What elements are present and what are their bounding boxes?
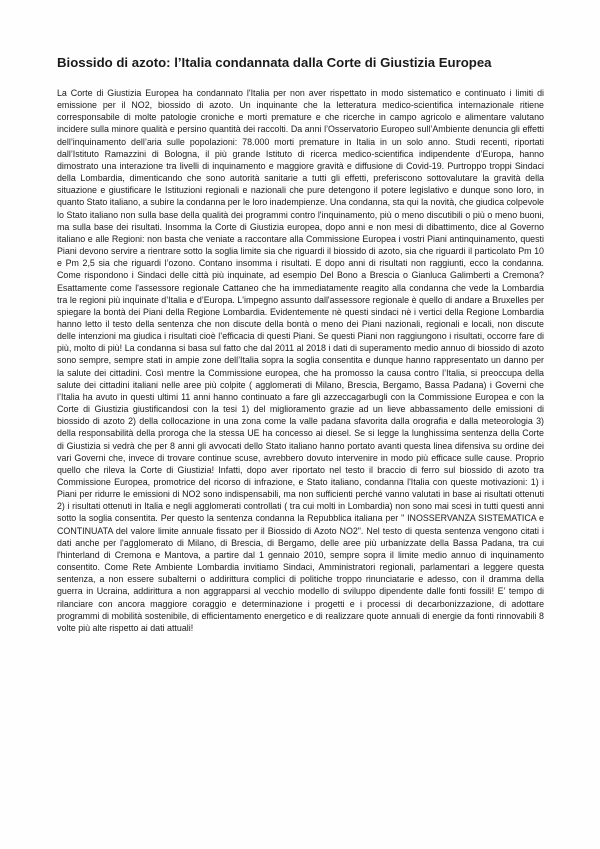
- article-body: La Corte di Giustizia Europea ha condannato l'Italia per non aver rispettato in modo sistematico e continuato i limiti di emissione per il NO2, biossido di azoto. Un inquinante che la letteratura medico-scientifica internazionale ritiene corresponsabile di molte patologie croniche e morti premature e che ricerche in campo agricolo e alimentare valutano incidere sulla minore qualità e persino quantità dei raccolti. Da anni l’Osservatorio Europeo sull’Ambiente denuncia gli effetti dell’inquinamento dell’aria sulle popolazioni: 78.000 morti premature in Italia in un solo anno. Studi recenti, riportati dall’Istituto Ramazzini di Bologna, il più grande Istituto di ricerca medico-scientifica indipendente d’Europa, hanno dimostrato una interazione tra livelli di inquinamento e maggiore gravità e diffusione di Covid-19. Purtroppo troppi Sindaci della Lombardia, dimenticando che sono autorità sanitarie a tutti gli effetti, preferiscono sottovalutare la gravità della situazione e giustificare le Istituzioni regionali e nazionali che pure detengono il potere legislativo e dunque sono loro, in quanto Stato italiano, a subire la condanna per le loro inadempienze. Una condanna, sta qui la novità, che giudica colpevole lo Stato italiano non sulla base della qualità dei programmi contro l'inquinamento, più o meno discutibili o più o meno buoni, ma sulla base dei risultati. Insomma la Corte di Giustizia europea, dopo anni e non mesi di dibattimento, dice al Governo italiano e alle Regioni: non basta che veniate a raccontare alla Commissione Europea i vostri Piani antinquinamento, questi Piani devono servire a rientrare sotto la soglia limite sia che riguardi il biossido di azoto, sia che riguardi il particolato Pm 10 e Pm 2,5 sia che riguardi l’ozono. Contano insomma i risultati. E dopo anni di risultati non raggiunti, ecco la condanna. Come rispondono i Sindaci delle città più inquinate, ad esempio Del Bono a Brescia o Gianluca Galimberti a Cremona? Esattamente come l'assessore regionale Cattaneo che ha immediatamente reagito alla condanna che vede la Lombardia tra le regioni più inquinate d’Italia e d’Europa. L'impegno assunto dall'assessore regionale è quello di andare a Bruxelles per spiegare la bontà dei Piani della Regione Lombardia. Evidentemente nè questi sindaci nè i vertici della Regione Lombardia hanno letto il testo della sentenza che non discute della bontà o meno dei Piani nazionali, regionali e locali, non discute delle intenzioni ma giudica i risultati cioè l’efficacia di questi Piani. Se questi Piani non raggiungono i risultati, occorre fare di più, molto di più! La condanna si basa sul fatto che dal 2011 al 2018 i dati di superamento medio annuo di biossido di azoto sono sempre, sempre stati in ampie zone dell’Italia sopra la soglia consentita e dunque hanno rappresentato un danno per la salute dei cittadini. Così mentre la Commissione europea, che ha promosso la causa contro l’Italia, si preoccupa della salute dei cittadini italiani nelle aree più colpite ( agglomerati di Milano, Brescia, Bergamo, Bassa Padana) i Governi che l’Italia ha avuto in questi ultimi 11 anni hanno continuato a fare gli azzeccagarbugli con la Commissione Europea e con la Corte di Giustizia giustificandosi con la tesi 1) del miglioramento grazie ad un lieve abbassamento delle emissioni di biossido di azoto 2) della collocazione in una zona come la valle padana sfavorita dalla orografia e dalla meteorologia 3) della responsabilità della proroga che la stessa UE ha concesso ai diesel. Se si legge la lunghissima sentenza della Corte di Giustizia si vedrà che per 8 anni gli avvocati dello Stato italiano hanno portato avanti questa linea difensiva su ordine dei vari Governi che, invece di trovare continue scuse, avrebbero dovuto intervenire in modo più efficace sulle cause. Proprio quello che rileva la Corte di Giustizia! Infatti, dopo aver riportato nel testo il braccio di ferro sul biossido di azoto tra Commissione Europea, promotrice del ricorso di infrazione, e Stato italiano, condanna l'Italia con queste motivazioni: 1) i Piani per ridurre le emissioni di NO2 sono indispensabili, ma non sufficienti perché vanno valutati in base ai risultati ottenuti 2) i risultati ottenuti in Italia e negli agglomerati controllati ( tra cui molti in Lombardia) non sono mai scesi in tutti questi anni sotto la soglia consentita. Per questo la sentenza condanna la Repubblica italiana per " INOSSERVANZA SISTEMATICA e CONTINUATA del valore limite annuale fissato per il Biossido di Azoto NO2". Nel testo di questa sentenza vengono citati i dati anche per l'agglomerato di Milano, di Brescia, di Bergamo, delle aree più urbanizzate della Bassa Padana, tra cui l'hinterland di Cremona e Mantova, a partire dal 1 gennaio 2010, sempre sopra il limite medio annuo di inquinamento consentito. Come Rete Ambiente Lombardia invitiamo Sindaci, Amministratori regionali, parlamentari a leggere questa sentenza, a non essere subalterni o addirittura complici di politiche troppo rinunciatarie e adesso, con il dramma della guerra in Ucraina, addirittura a non aggrapparsi al vecchio modello di sviluppo dipendente dalle fonti fossili! E’ tempo di rilanciare con ancora maggiore coraggio e determinazione i progetti e i processi di decarbonizzazione, di adottare programmi di mobilità sostenibile, di efficientamento energetico e di realizzare quote annuali di energie da fonti rinnovabili 8 volte più alte rispetto ai dati attuali!: [57, 88, 544, 633]
- article-title: Biossido di azoto: l’Italia condannata dalla Corte di Giustizia Europea: [57, 55, 492, 70]
